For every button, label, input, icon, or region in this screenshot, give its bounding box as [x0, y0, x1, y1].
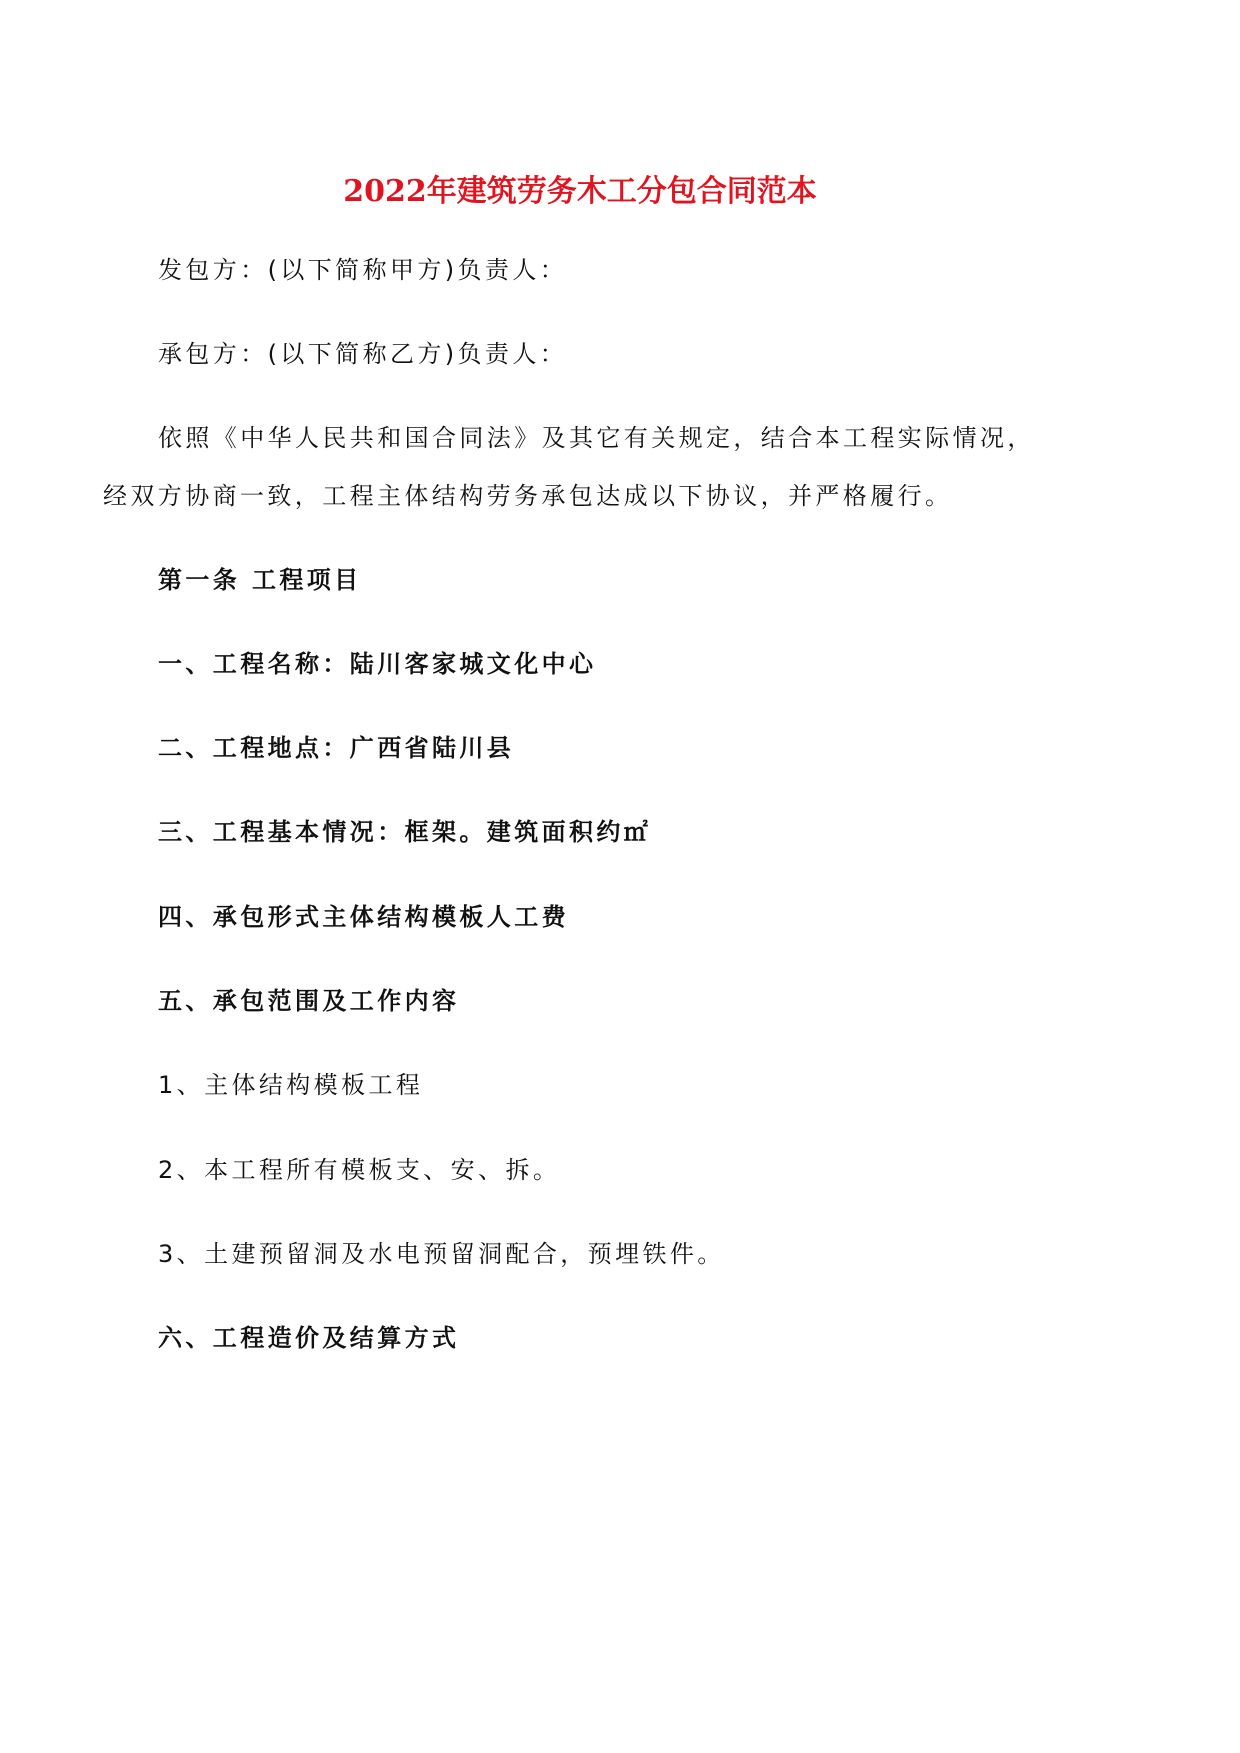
party-b-line: 承包方：(以下简称乙方)负责人：	[158, 340, 568, 368]
document-title: 2022年建筑劳务木工分包合同范本	[343, 174, 817, 209]
article-heading: 第一条 工程项目	[158, 566, 362, 594]
scope-item-3: 3、土建预留洞及水电预留洞配合，预埋铁件。	[158, 1240, 725, 1268]
contract-form: 四、承包形式主体结构模板人工费	[158, 903, 569, 931]
preamble-line-2: 经双方协商一致，工程主体结构劳务承包达成以下协议，并严格履行。	[103, 482, 953, 510]
party-a-line: 发包方：(以下简称甲方)负责人：	[158, 256, 568, 284]
scope-item-1: 1、主体结构模板工程	[158, 1071, 424, 1099]
scope-item-2: 2、本工程所有模板支、安、拆。	[158, 1156, 561, 1184]
project-location: 二、工程地点：广西省陆川县	[158, 734, 515, 762]
scope-heading: 五、承包范围及工作内容	[158, 987, 460, 1015]
project-name: 一、工程名称：陆川客家城文化中心	[158, 650, 597, 678]
preamble-line-1: 依照《中华人民共和国合同法》及其它有关规定，结合本工程实际情况，	[158, 424, 1035, 452]
project-basics: 三、工程基本情况：框架。建筑面积约㎡	[158, 818, 652, 846]
cost-heading: 六、工程造价及结算方式	[158, 1324, 460, 1352]
